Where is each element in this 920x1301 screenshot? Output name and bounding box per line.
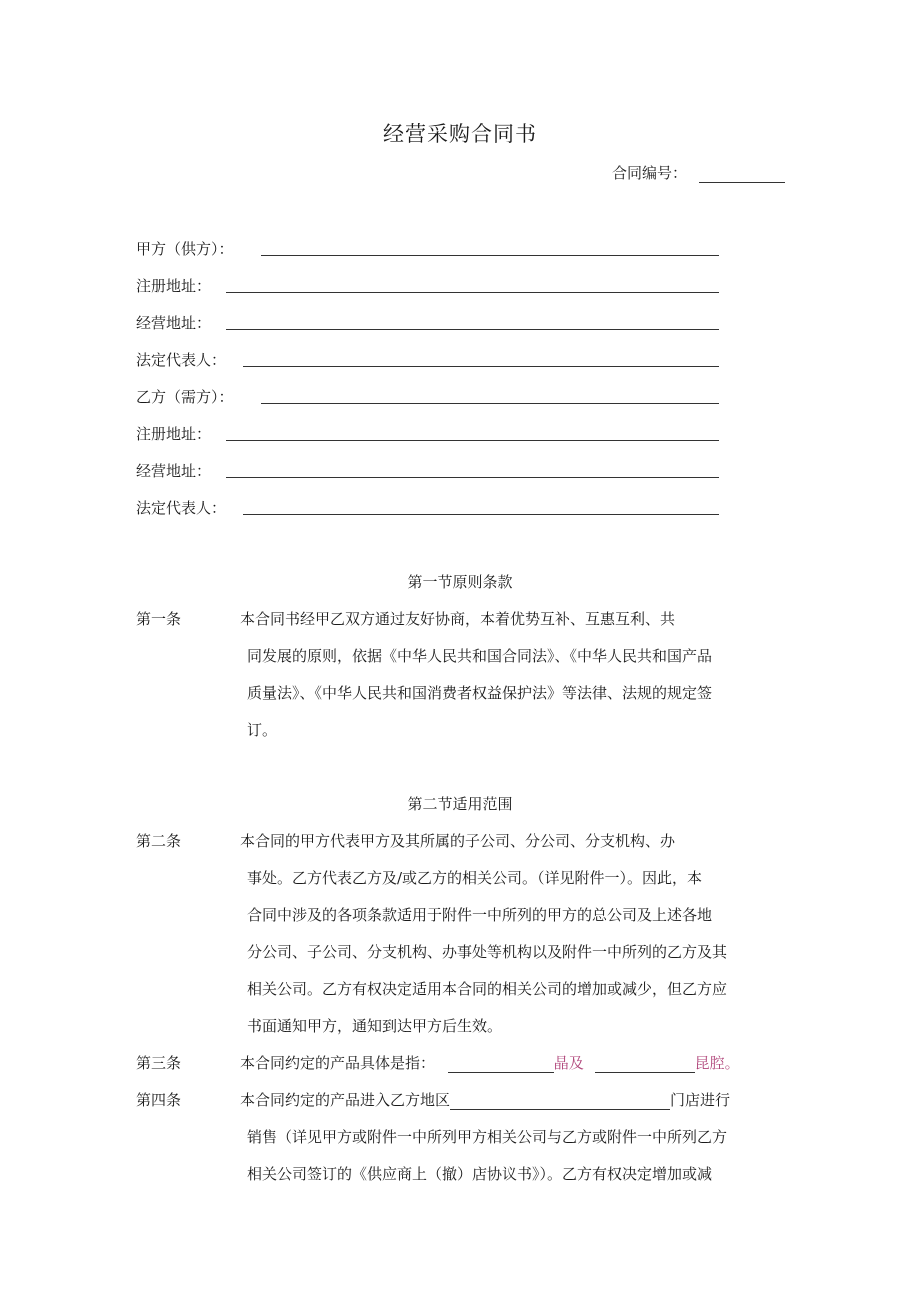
article-4-line: 销售（详见甲方或附件一中所列甲方相关公司与乙方或附件一中所列乙方	[247, 1128, 728, 1146]
article-1-line: 质量法》、《中华人民共和国消费者权益保护法》等法律、法规的规定签	[247, 684, 713, 702]
article-2-line: 相关公司。乙方有权决定适用本合同的相关公司的增加或减少，但乙方应	[247, 980, 728, 998]
party-a-registered-address-label: 注册地址：	[136, 277, 212, 295]
section-2-title: 第二节适用范围	[407, 795, 513, 813]
party-b-blank[interactable]	[261, 403, 719, 404]
product-1-blank[interactable]	[448, 1056, 554, 1073]
article-2-line: 本合同的甲方代表甲方及其所属的子公司、分公司、分支机构、办	[240, 832, 676, 850]
contract-number-blank[interactable]	[699, 168, 785, 183]
article-2-line: 合同中涉及的各项条款适用于附件一中所列的甲方的总公司及上述各地	[247, 906, 713, 924]
party-a-legal-rep-row	[136, 349, 720, 373]
party-a-blank[interactable]	[261, 255, 719, 256]
section-1-title: 第一节原则条款	[407, 573, 513, 591]
article-4-line	[240, 1089, 730, 1110]
party-a-row	[136, 238, 720, 262]
page-title: 经营采购合同书	[383, 122, 537, 146]
party-a-legal-rep-blank[interactable]	[243, 366, 719, 367]
party-b-label: 乙方（需方）：	[136, 388, 234, 406]
party-b-business-address-row	[136, 460, 720, 484]
party-b-registered-address-blank[interactable]	[226, 440, 719, 441]
article-2-number: 第二条	[136, 832, 182, 850]
party-a-label: 甲方（供方）：	[136, 240, 234, 258]
party-b-legal-rep-blank[interactable]	[243, 514, 719, 515]
article-3-number: 第三条	[136, 1054, 182, 1072]
party-b-registered-address-row	[136, 423, 720, 447]
article-2-line: 事处。乙方代表乙方及/或乙方的相关公司。（详见附件一）。因此，本	[247, 869, 703, 887]
article-3-line	[240, 1052, 740, 1073]
article-4-suffix: 门店进行	[670, 1091, 731, 1109]
article-2-line: 书面通知甲方，通知到达甲方后生效。	[247, 1017, 503, 1035]
product-1-suffix: 晶及	[553, 1054, 584, 1072]
article-2-line: 分公司、子公司、分支机构、办事处等机构以及附件一中所列的乙方及其	[247, 943, 728, 961]
article-4-prefix: 本合同约定的产品进入乙方地区	[240, 1091, 451, 1109]
party-b-business-address-blank[interactable]	[226, 477, 719, 478]
party-a-legal-rep-label: 法定代表人：	[136, 351, 227, 369]
product-2-suffix: 昆腔。	[694, 1054, 740, 1072]
party-a-registered-address-row	[136, 275, 720, 299]
region-blank[interactable]	[450, 1093, 670, 1110]
article-1-number: 第一条	[136, 610, 182, 628]
party-b-registered-address-label: 注册地址：	[136, 425, 212, 443]
party-b-business-address-label: 经营地址：	[136, 462, 212, 480]
party-b-legal-rep-label: 法定代表人：	[136, 499, 227, 517]
party-a-registered-address-blank[interactable]	[226, 292, 719, 293]
party-a-business-address-blank[interactable]	[226, 329, 719, 330]
product-2-blank[interactable]	[595, 1056, 695, 1073]
party-b-legal-rep-row	[136, 497, 720, 521]
article-1-line: 订。	[247, 721, 278, 739]
article-1-line: 同发展的原则，依据《中华人民共和国合同法》、《中华人民共和国产品	[247, 647, 713, 665]
article-1-line: 本合同书经甲乙双方通过友好协商，本着优势互补、互惠互利、共	[240, 610, 676, 628]
party-a-business-address-label: 经营地址：	[136, 314, 212, 332]
contract-number-label: 合同编号：	[612, 164, 688, 182]
party-b-row	[136, 386, 720, 410]
contract-number	[612, 162, 785, 183]
article-4-line: 相关公司签订的《供应商上（撤）店协议书》）。乙方有权决定增加或减	[247, 1165, 713, 1183]
article-3-text: 本合同约定的产品具体是指：	[240, 1054, 436, 1072]
party-a-business-address-row	[136, 312, 720, 336]
article-4-number: 第四条	[136, 1091, 182, 1109]
